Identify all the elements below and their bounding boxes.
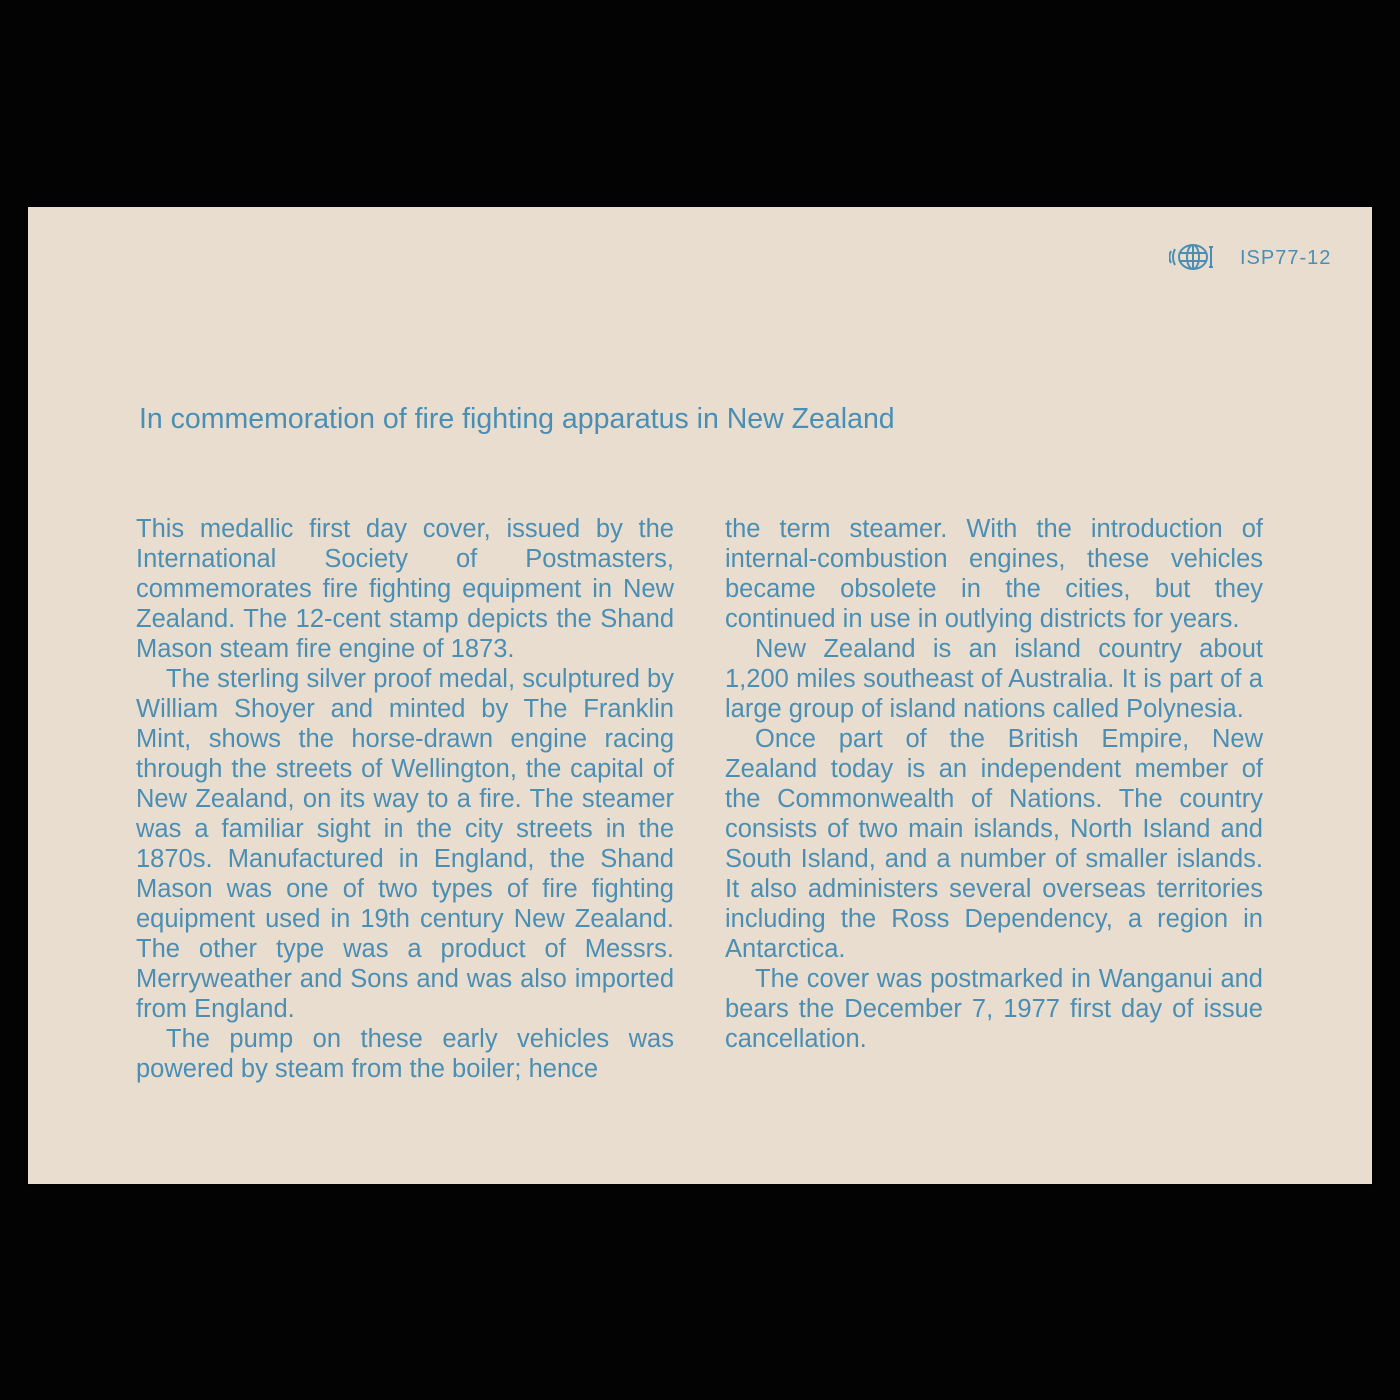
paragraph: Once part of the British Empire, New Zealand today is an independent member of the Commonwealth of Nations. The country consists of two main islands, North Island and South Island, and a number of smaller islands. It also administers several overseas territories including the Ross Dependency, a region in Antarctica.	[725, 725, 1263, 963]
isp-globe-icon	[1169, 241, 1217, 273]
right-column	[725, 514, 1263, 1054]
page-title: In commemoration of fire fighting apparatus in New Zealand	[139, 403, 895, 435]
paragraph: This medallic first day cover, issued by the International Society of Postmasters, commemorates fire fighting equipment in New Zealand. The 12-cent stamp depicts the Shand Mason steam fire engine of 1873.	[136, 515, 674, 663]
left-column	[136, 514, 674, 1084]
paragraph: the term steamer. With the introduction of internal-combustion engines, these vehicles became obsolete in the cities, but they continued in use in outlying districts for years.	[725, 515, 1263, 633]
paragraph: The sterling silver proof medal, sculptured by William Shoyer and minted by The Franklin Mint, shows the horse-drawn engine racing through the streets of Wellington, the capital of New Zealand, on its way to a fire. The steamer was a familiar sight in the city streets in the 1870s. Manufactured in England, the Shand Mason was one of two types of fire fighting equipment used in 19th century New Zealand. The other type was a product of Messrs. Merryweather and Sons and was also imported from England.	[136, 665, 674, 1023]
paragraph: New Zealand is an island country about 1,200 miles southeast of Australia. It is part of a large group of island nations called Polynesia.	[725, 635, 1263, 723]
insert-card	[28, 207, 1372, 1184]
paragraph: The cover was postmarked in Wanganui and bears the December 7, 1977 first day of issue cancellation.	[725, 965, 1263, 1053]
paragraph: The pump on these early vehicles was powered by steam from the boiler; hence	[136, 1025, 674, 1083]
catalog-code: ISP77-12	[1240, 247, 1332, 269]
